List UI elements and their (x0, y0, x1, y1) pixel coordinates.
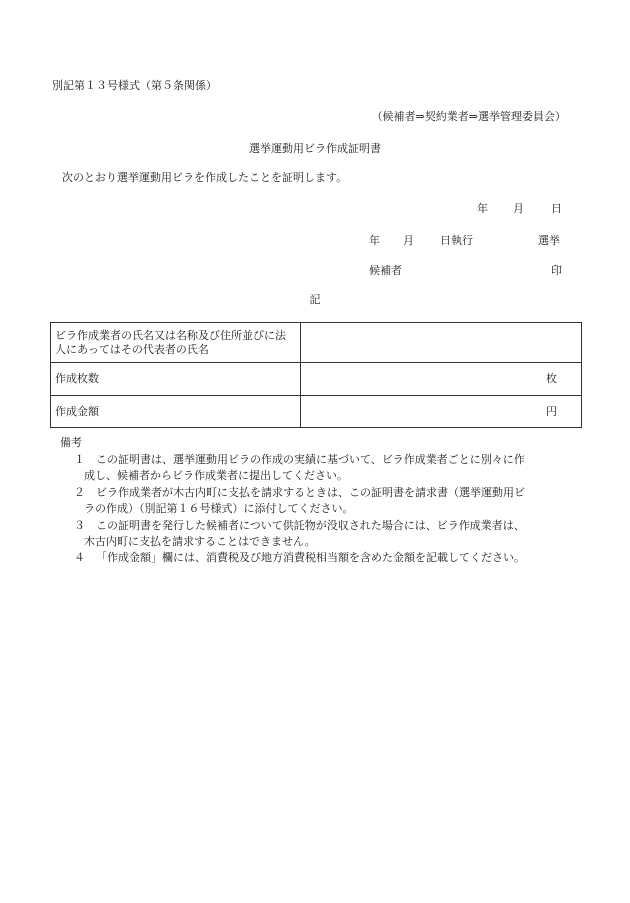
note-text-continued: 木古内町に支払を請求することはできません。 (84, 535, 316, 548)
election-month-label: 月 (403, 234, 414, 247)
note-text: この証明書は、選挙運動用ビラの作成の実績に基づいて、ビラ作成業者ごとに別々に作 (96, 453, 525, 466)
document-title: 選挙運動用ビラ作成証明書 (249, 142, 381, 155)
date-day-label: 日 (551, 202, 562, 215)
quantity-label: 作成枚数 (51, 363, 301, 396)
date-year-label: 年 (477, 202, 488, 215)
note-number: １ (74, 453, 85, 466)
election-year-label: 年 (369, 234, 380, 247)
routing-note: （候補者⇒契約業者⇒選挙管理委員会） (371, 110, 566, 123)
note-text: 「作成金額」欄には、消費税及び地方消費税相当額を含めた金額を記載してください。 (96, 551, 525, 564)
notes-title: 備考 (60, 436, 82, 449)
amount-label: 作成金額 (51, 396, 301, 428)
quantity-unit: 枚 (301, 363, 582, 396)
election-held-label: 日執行 (440, 234, 473, 247)
note-number: ３ (74, 519, 85, 532)
note-item (74, 485, 582, 517)
note-text-continued: 成し、候補者からビラ作成業者に提出してください。 (84, 469, 348, 482)
note-text-continued: ラの作成）（別記第１６号様式）に添付してください。 (84, 502, 354, 515)
intro-text: 次のとおり選挙運動用ビラを作成したことを証明します。 (62, 171, 348, 184)
form-number: 別記第１３号様式（第５条関係） (52, 79, 217, 92)
note-text: この証明書を発行した候補者について供託物が没収された場合には、ビラ作成業者は、 (96, 519, 525, 532)
date-month-label: 月 (513, 202, 524, 215)
note-item (74, 550, 582, 566)
note-item (74, 452, 582, 484)
table-row (51, 323, 582, 363)
ki-heading: 記 (309, 293, 321, 306)
note-text: ビラ作成業者が木古内町に支払を請求するときは、この証明書を請求書（選挙運動用ビ (96, 486, 525, 499)
note-number: ４ (74, 551, 85, 564)
table-row (51, 363, 582, 396)
table-row (51, 396, 582, 428)
candidate-label: 候補者 (369, 264, 402, 277)
note-item (74, 518, 582, 550)
contractor-value (301, 323, 582, 363)
amount-unit: 円 (301, 396, 582, 428)
election-label: 選挙 (538, 234, 560, 247)
seal-label: 印 (551, 264, 562, 277)
details-table (50, 322, 582, 428)
contractor-label: ビラ作成業者の氏名又は名称及び住所並びに法人にあってはその代表者の氏名 (51, 323, 301, 363)
note-number: ２ (74, 486, 85, 499)
